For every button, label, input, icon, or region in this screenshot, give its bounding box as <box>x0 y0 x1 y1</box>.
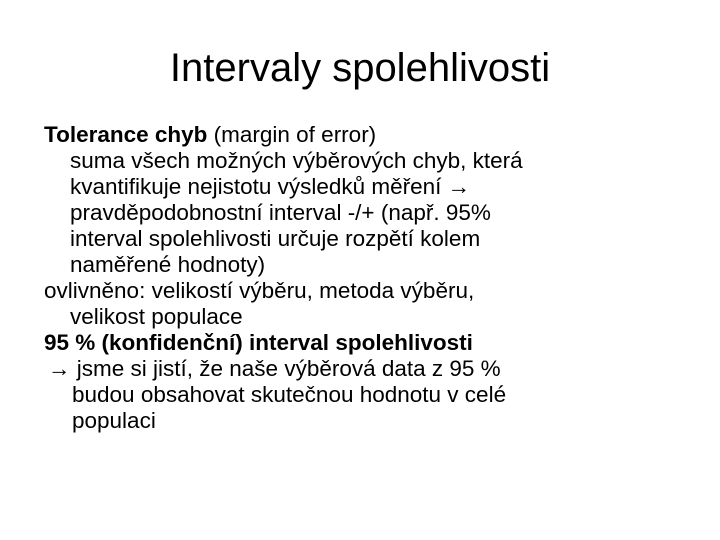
definition-line-3: pravděpodobnostní interval -/+ (např. 95% <box>70 200 491 225</box>
margin-of-error-paragraph <box>44 122 684 278</box>
influence-line-2: velikost populace <box>70 304 243 329</box>
definition-line-1: suma všech možných výběrových chyb, která <box>70 148 523 173</box>
margin-of-error-term: Tolerance chyb <box>44 122 208 147</box>
confidence-interval-heading <box>44 330 684 356</box>
definition-line-4: interval spolehlivosti určuje rozpětí kolem <box>70 226 481 251</box>
definition-line-5: naměřené hodnoty) <box>70 252 266 277</box>
explanation-line-3: populaci <box>72 408 156 433</box>
definition-line-2: kvantifikuje nejistotu výsledků měření → <box>70 174 471 199</box>
influence-line-1: ovlivněno: velikostí výběru, metoda výběru, <box>44 278 475 303</box>
influence-paragraph <box>44 278 684 330</box>
explanation-line-2: budou obsahovat skutečnou hodnotu v celé <box>72 382 507 407</box>
explanation-line-1: → jsme si jistí, že naše výběrová data z 95 % <box>48 356 501 381</box>
slide-body <box>44 122 684 434</box>
confidence-explanation-paragraph <box>44 356 684 434</box>
margin-of-error-english: (margin of error) <box>207 122 377 147</box>
confidence-interval-term: 95 % (konfidenční) interval spolehlivosti <box>44 330 473 355</box>
slide-title: Intervaly spolehlivosti <box>169 46 551 90</box>
